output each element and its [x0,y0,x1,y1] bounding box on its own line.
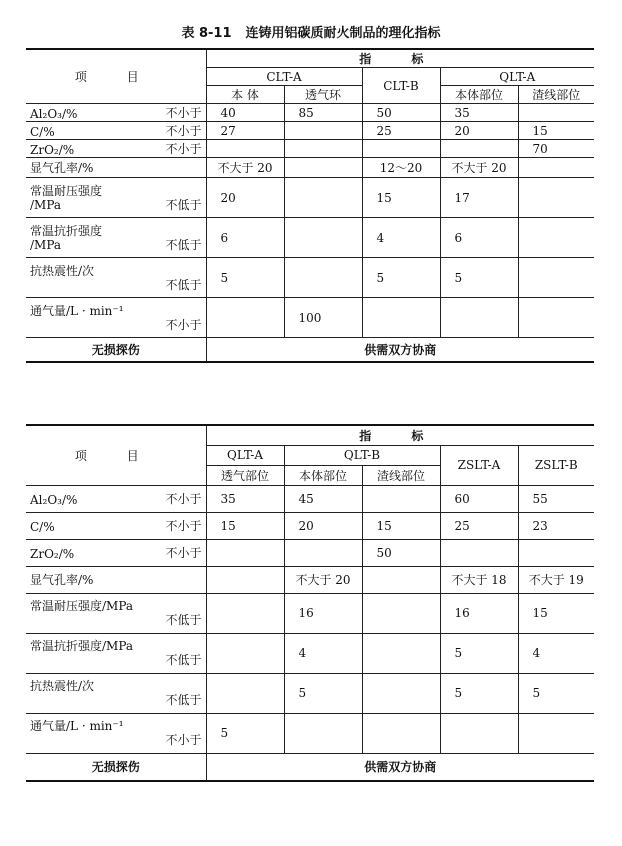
table-cell [206,539,284,566]
group-header-clt-b: CLT-B [362,68,440,104]
table-cell: 60 [440,485,518,512]
sub-header: 本 体 [206,86,284,104]
table-cell: 15 [362,178,440,218]
row-label: 显气孔率/% [26,566,206,593]
row-label: 常温耐压强度 /MPa 不低于 [26,178,206,218]
table-cell: 15 [362,512,440,539]
table-cell [284,178,362,218]
row-label: C/% 不小于 [26,122,206,140]
table-row [26,140,594,158]
properties-table-1 [26,48,594,363]
table-cell [518,104,594,122]
properties-table-2 [26,424,594,782]
table-cell: 23 [518,512,594,539]
table-cell: 6 [440,218,518,258]
table-cell: 不大于 19 [518,566,594,593]
table-cell [518,258,594,298]
row-label: 抗热震性/次 不低于 [26,258,206,298]
table-cell [206,566,284,593]
table-cell: 25 [440,512,518,539]
table-cell [206,593,284,633]
row-label: 通气量/L · min⁻¹ 不小于 [26,713,206,753]
table-cell: 50 [362,104,440,122]
footer-value: 供需双方协商 [206,338,594,362]
table-cell [518,298,594,338]
index-header: 指 标 [206,49,594,68]
table-row [26,593,594,633]
table-cell: 55 [518,485,594,512]
group-header-qlt-b: QLT-B [284,445,440,465]
table-cell [440,713,518,753]
item-header: 项 目 [26,425,206,485]
table-cell: 5 [518,673,594,713]
footer-value: 供需双方协商 [206,753,594,781]
table-cell [206,673,284,713]
table-cell: 16 [284,593,362,633]
table-cell [518,713,594,753]
table-title: 连铸用铝碳质耐火制品的理化指标 [245,26,441,41]
table-row [26,539,594,566]
table-row [26,122,594,140]
group-header-clt-a: CLT-A [206,68,362,86]
table-cell: 5 [206,713,284,753]
group-header-zslt-a: ZSLT-A [440,445,518,485]
table-row [26,713,594,753]
table-row [26,258,594,298]
table-cell: 50 [362,539,440,566]
table-cell [284,122,362,140]
table-row [26,298,594,338]
row-label: C/% 不小于 [26,512,206,539]
group-header-qlt-a: QLT-A [206,445,284,465]
row-label: Al₂O₃/% 不小于 [26,104,206,122]
table-cell [284,713,362,753]
table-cell: 27 [206,122,284,140]
index-header: 指 标 [206,425,594,445]
table-cell [362,566,440,593]
table-cell [362,298,440,338]
table-cell [284,258,362,298]
table-cell: 40 [206,104,284,122]
table-cell: 4 [362,218,440,258]
table-cell [284,158,362,178]
table-row [26,104,594,122]
table-cell: 100 [284,298,362,338]
table-cell [518,178,594,218]
row-label: 常温抗折强度 /MPa 不低于 [26,218,206,258]
table-cell [440,140,518,158]
group-header-qlt-a: QLT-A [440,68,594,86]
table-cell: 5 [440,633,518,673]
table-cell [518,158,594,178]
table-cell [362,593,440,633]
table-cell: 20 [440,122,518,140]
table-cell [284,140,362,158]
table-cell [362,140,440,158]
table-cell: 不大于 20 [284,566,362,593]
table-cell [206,633,284,673]
row-label: 常温抗折强度/MPa 不低于 [26,633,206,673]
table-number: 表 8-11 [181,26,232,41]
footer-label: 无损探伤 [26,753,206,781]
table-cell [284,539,362,566]
table-row [26,218,594,258]
sub-header: 本体部位 [440,86,518,104]
group-header-zslt-b: ZSLT-B [518,445,594,485]
table-cell: 16 [440,593,518,633]
table-cell [206,298,284,338]
table-footer-row [26,338,594,362]
row-label: 显气孔率/% [26,158,206,178]
table-cell: 70 [518,140,594,158]
sub-header: 渣线部位 [518,86,594,104]
table-cell [362,633,440,673]
table-row [26,485,594,512]
footer-label: 无损探伤 [26,338,206,362]
table-cell: 12～20 [362,158,440,178]
table-cell: 5 [362,258,440,298]
table-row [26,512,594,539]
table-cell: 45 [284,485,362,512]
table-row [26,158,594,178]
table-cell [440,539,518,566]
table-cell: 5 [440,673,518,713]
sub-header: 本体部位 [284,465,362,485]
table-cell: 4 [284,633,362,673]
sub-header: 透气环 [284,86,362,104]
row-label: Al₂O₃/% 不小于 [26,485,206,512]
table-row [26,633,594,673]
table-cell [362,485,440,512]
table-row [26,178,594,218]
table-cell: 5 [440,258,518,298]
table-cell: 17 [440,178,518,218]
table-cell [362,713,440,753]
table-cell [518,539,594,566]
row-label: ZrO₂/% 不小于 [26,140,206,158]
table-cell [362,673,440,713]
table-cell: 5 [284,673,362,713]
table-cell [440,298,518,338]
table-row [26,566,594,593]
table-cell: 25 [362,122,440,140]
table-cell: 6 [206,218,284,258]
table-cell: 35 [440,104,518,122]
item-header: 项 目 [26,49,206,104]
table-cell: 35 [206,485,284,512]
sub-header: 渣线部位 [362,465,440,485]
table-cell: 15 [518,122,594,140]
table-cell: 15 [206,512,284,539]
table-footer-row [26,753,594,781]
table-cell [206,140,284,158]
table-cell: 4 [518,633,594,673]
table-row [26,673,594,713]
table-cell [284,218,362,258]
table-cell [518,218,594,258]
row-label: 通气量/L · min⁻¹ 不小于 [26,298,206,338]
table-cell: 20 [284,512,362,539]
row-label: 抗热震性/次 不低于 [26,673,206,713]
row-label: ZrO₂/% 不小于 [26,539,206,566]
sub-header: 透气部位 [206,465,284,485]
table-cell: 不大于 20 [206,158,284,178]
table-cell: 5 [206,258,284,298]
table-cell: 15 [518,593,594,633]
table-caption [0,22,622,41]
table-cell: 85 [284,104,362,122]
table-cell: 不大于 18 [440,566,518,593]
table-cell: 20 [206,178,284,218]
table-cell: 不大于 20 [440,158,518,178]
row-label: 常温耐压强度/MPa 不低于 [26,593,206,633]
